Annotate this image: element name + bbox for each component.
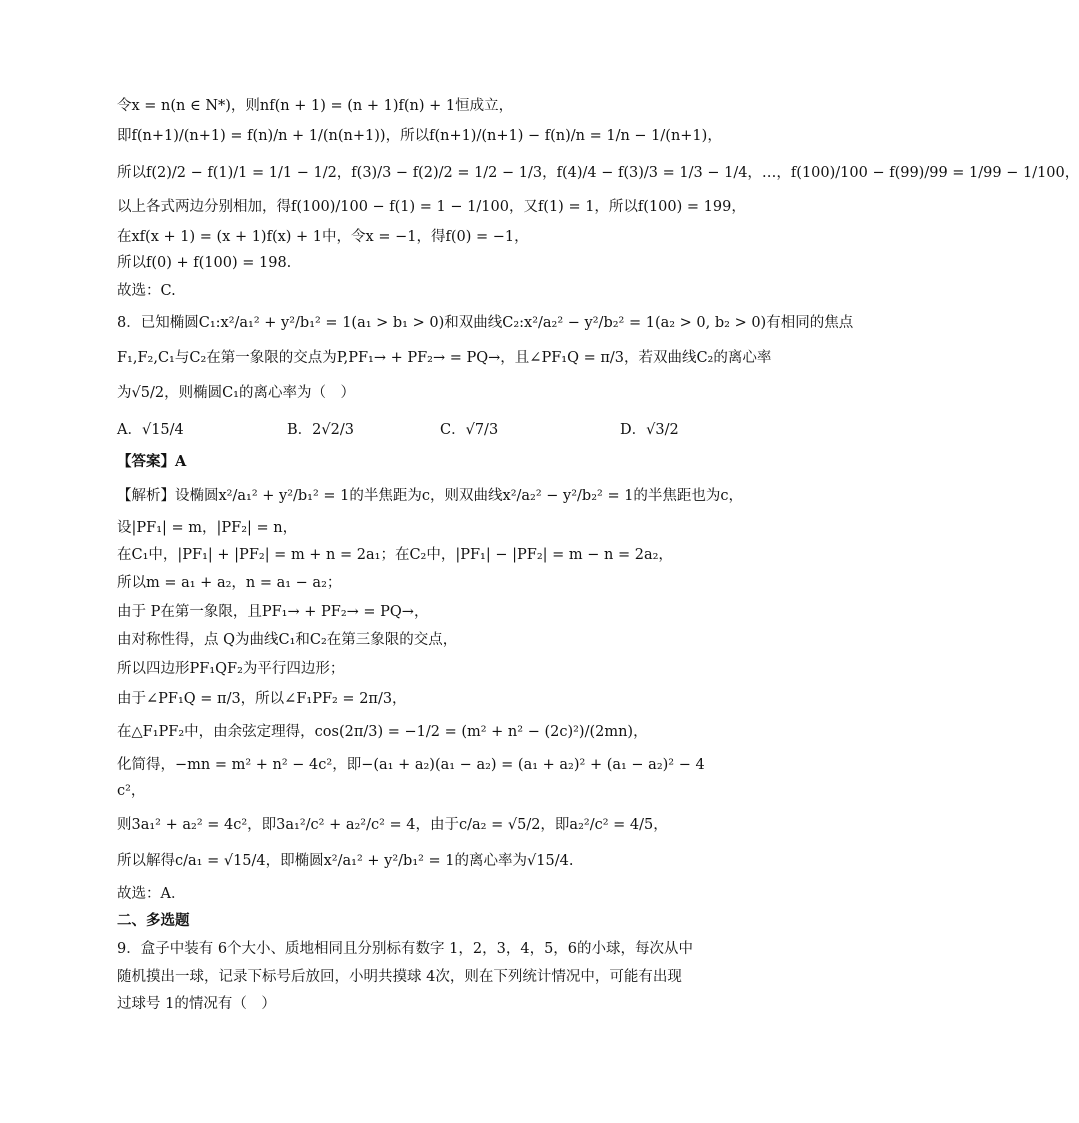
analysis-line: 由于 P在第一象限，且PF₁→ + PF₂→ = PQ→， [117,604,429,620]
text-line: 所以f(2)/2 − f(1)/1 = 1/1 − 1/2，f(3)/3 − f(2)/2 = 1/2 − 1/3，f(4)/4 − f(3)/3 = 1/3 − 1/4，…，f(100)/100 − f(99)/99 = 1/99 − 1/100， [117,165,1079,181]
analysis-line: 设|PF₁| = m，|PF₂| = n， [117,520,298,536]
option-b: B．2√2/3 [287,422,354,438]
text-line: 所以f(0) + f(100) = 198. [117,255,292,271]
section-heading: 二、多选题 [117,912,190,929]
answer-line: 【答案】A [117,453,187,470]
option-a: A．√15/4 [117,422,184,438]
analysis-line: 由于∠PF₁Q = π/3，所以∠F₁PF₂ = 2π/3， [117,691,407,707]
question-9-stem: 过球号 1的情况有（ ） [117,996,276,1012]
question-8-stem: 8．已知椭圆C₁:x²/a₁² + y²/b₁² = 1(a₁ > b₁ > 0)和双曲线C₂:x²/a₂² − y²/b₂² = 1(a₂ > 0, b₂ > 0)有相同的焦点 [117,315,854,331]
analysis-line: 由对称性得，点 Q为曲线C₁和C₂在第三象限的交点， [117,632,458,648]
analysis-line: 【解析】设椭圆x²/a₁² + y²/b₁² = 1的半焦距为c，则双曲线x²/a₂² − y²/b₂² = 1的半焦距也为c， [117,488,744,504]
analysis-line: 故选：A． [117,886,186,902]
analysis-line: 在△F₁PF₂中，由余弦定理得，cos(2π/3) = −1/2 = (m² + n² − (2c)²)/(2mn)， [117,724,648,740]
analysis-line: 则3a₁² + a₂² = 4c²，即3a₁²/c² + a₂²/c² = 4，由于c/a₂ = √5/2，即a₂²/c² = 4/5， [117,817,668,833]
analysis-line: 所以四边形PF₁QF₂为平行四边形； [117,661,345,677]
analysis-line: 所以m = a₁ + a₂，n = a₁ − a₂； [117,575,342,591]
text-line: 即f(n+1)/(n+1) = f(n)/n + 1/(n(n+1))，所以f(n+1)/(n+1) − f(n)/n = 1/n − 1/(n+1)， [117,128,722,144]
question-9-stem: 随机摸出一球，记录下标号后放回，小明共摸球 4次，则在下列统计情况中，可能有出现 [117,969,682,985]
analysis-line: 化简得，−mn = m² + n² − 4c²，即−(a₁ + a₂)(a₁ − a₂) = (a₁ + a₂)² + (a₁ − a₂)² − 4 [117,757,705,773]
question-8-stem: 为√5/2，则椭圆C₁的离心率为（ ） [117,385,355,401]
analysis-line: c²， [117,783,146,799]
option-d: D．√3/2 [620,422,679,438]
question-8-stem: F₁,F₂,C₁与C₂在第一象限的交点为P,PF₁→ + PF₂→ = PQ→，且∠PF₁Q = π/3，若双曲线C₂的离心率 [117,350,772,366]
analysis-line: 所以解得c/a₁ = √15/4，即椭圆x²/a₁² + y²/b₁² = 1的离心率为√15/4. [117,853,574,869]
option-c: C．√7/3 [440,422,499,438]
text-line: 令x = n(n ∈ N*)，则nf(n + 1) = (n + 1)f(n) + 1恒成立， [117,98,514,114]
text-line: 在xf(x + 1) = (x + 1)f(x) + 1中，令x = −1，得f(0) = −1， [117,229,529,245]
question-9-stem: 9．盒子中装有 6个大小、质地相同且分别标有数字 1，2，3，4，5，6的小球，每次从中 [117,941,694,957]
text-line: 故选：C. [117,283,176,299]
text-line: 以上各式两边分别相加，得f(100)/100 − f(1) = 1 − 1/100，又f(1) = 1，所以f(100) = 199， [117,199,746,215]
analysis-line: 在C₁中，|PF₁| + |PF₂| = m + n = 2a₁；在C₂中，|PF₁| − |PF₂| = m − n = 2a₂， [117,547,673,563]
